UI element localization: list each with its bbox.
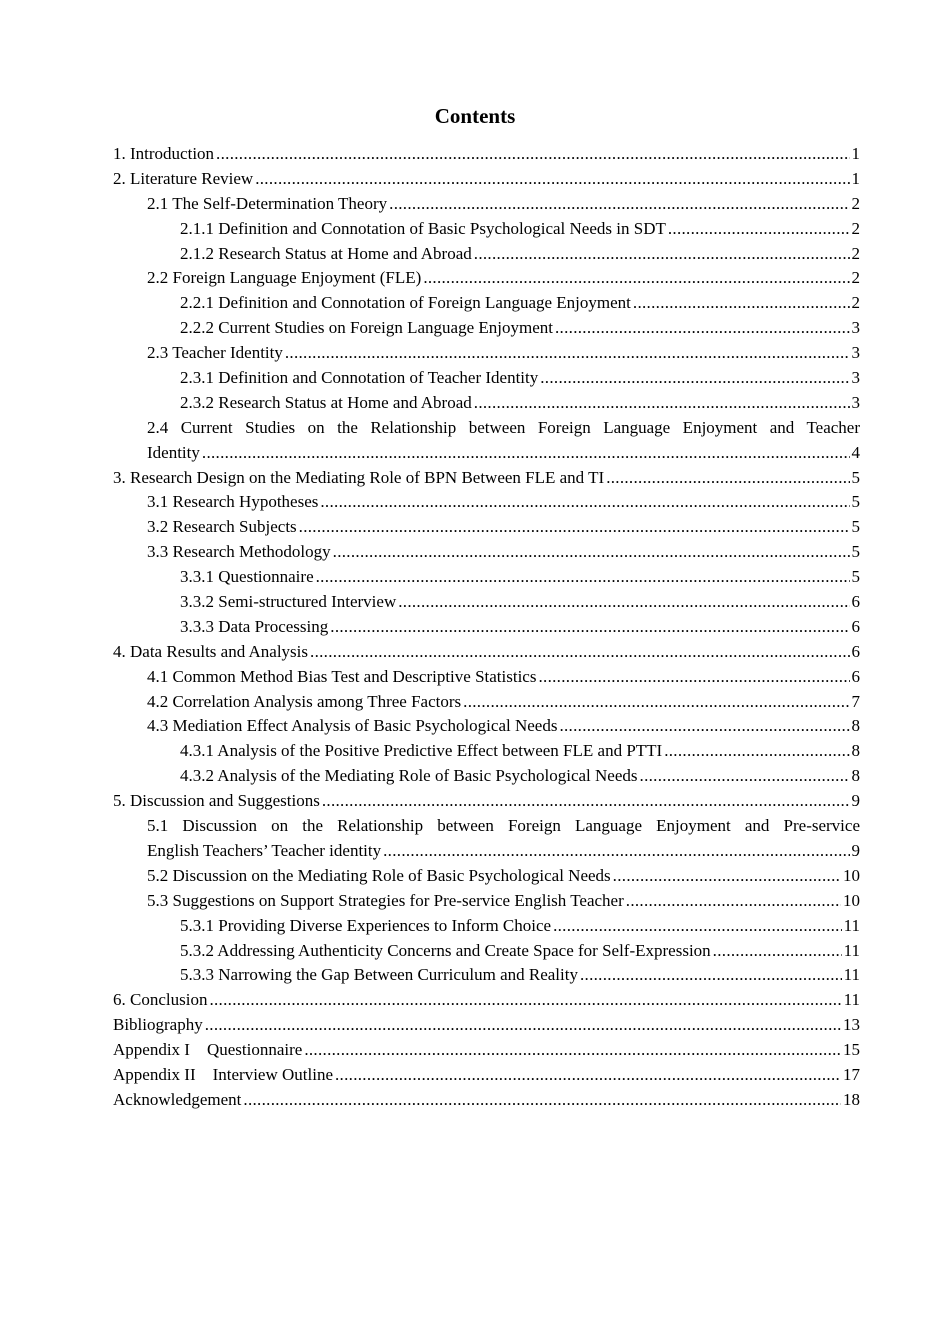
toc-entry-text: English Teachers’ Teacher identity bbox=[147, 840, 382, 860]
toc-entry[interactable] bbox=[113, 366, 860, 391]
toc-page-number: 10 bbox=[843, 890, 860, 910]
toc-entry-text: 2.2.1 Definition and Connotation of Foreign Language Enjoyment bbox=[180, 293, 631, 313]
toc-page-number: 5 bbox=[851, 517, 860, 537]
toc-page-number: 6 bbox=[851, 592, 860, 612]
toc-entry-text: 3.3 Research Methodology bbox=[147, 542, 331, 562]
dot-leader bbox=[540, 366, 849, 391]
dot-leader bbox=[243, 1088, 841, 1113]
dot-leader bbox=[474, 391, 850, 416]
toc-entry-text: Appendix I Questionnaire bbox=[113, 1040, 303, 1060]
toc-page-number: 8 bbox=[851, 741, 860, 761]
dot-leader bbox=[664, 739, 849, 764]
toc-entry-first-line[interactable] bbox=[113, 814, 860, 839]
toc-entry[interactable] bbox=[113, 714, 860, 739]
table-of-contents bbox=[113, 142, 860, 1113]
toc-page-number: 11 bbox=[843, 915, 860, 935]
dot-leader bbox=[316, 565, 850, 590]
toc-page-number: 1 bbox=[851, 168, 860, 188]
toc-page-number: 1 bbox=[851, 144, 860, 163]
toc-entry[interactable] bbox=[113, 565, 860, 590]
toc-entry-text: Bibliography bbox=[113, 1015, 203, 1035]
toc-entry-text: 5.2 Discussion on the Mediating Role of Basic Psychological Needs bbox=[147, 865, 611, 885]
dot-leader bbox=[474, 242, 850, 267]
toc-entry[interactable] bbox=[113, 889, 860, 914]
dot-leader bbox=[580, 963, 842, 988]
toc-entry[interactable] bbox=[113, 963, 860, 988]
toc-page-number: 3 bbox=[851, 318, 860, 338]
toc-entry[interactable] bbox=[113, 864, 860, 889]
toc-entry-text: 3.3.1 Questionnaire bbox=[180, 567, 314, 587]
toc-entry-text: 5.3 Suggestions on Support Strategies for Pre-service English Teacher bbox=[147, 890, 624, 910]
toc-entry-text: 4.3 Mediation Effect Analysis of Basic Psychological Needs bbox=[147, 716, 558, 736]
dot-leader bbox=[330, 615, 849, 640]
toc-entry[interactable] bbox=[113, 142, 860, 167]
dot-leader bbox=[209, 988, 841, 1013]
toc-page-number: 2 bbox=[851, 193, 860, 213]
toc-entry-text: 5.3.3 Narrowing the Gap Between Curriculum and Reality bbox=[180, 965, 578, 985]
dot-leader bbox=[322, 789, 850, 814]
toc-page-number: 5 bbox=[851, 567, 860, 587]
toc-entry-text: 4.3.1 Analysis of the Positive Predictive Effect between FLE and PTTI bbox=[180, 741, 663, 761]
toc-page-number: 2 bbox=[851, 218, 860, 238]
toc-page-number: 11 bbox=[843, 990, 860, 1010]
toc-entry-text: 2. Literature Review bbox=[113, 168, 254, 188]
toc-page-number: 17 bbox=[843, 1064, 860, 1084]
toc-entry[interactable] bbox=[113, 739, 860, 764]
dot-leader bbox=[333, 540, 850, 565]
toc-entry-text: 2.1.2 Research Status at Home and Abroad bbox=[180, 243, 472, 263]
toc-entry-text: Identity bbox=[147, 442, 200, 462]
toc-entry[interactable] bbox=[113, 266, 860, 291]
dot-leader bbox=[713, 939, 842, 964]
dot-leader bbox=[606, 466, 849, 491]
toc-entry[interactable] bbox=[113, 690, 860, 715]
dot-leader bbox=[255, 167, 849, 192]
dot-leader bbox=[216, 142, 849, 167]
dot-leader bbox=[299, 515, 850, 540]
toc-page-number: 6 bbox=[851, 666, 860, 686]
toc-entry-text: 2.4 Current Studies on the Relationship between Foreign Language Enjoyment and Teacher bbox=[147, 417, 860, 437]
toc-entry[interactable] bbox=[113, 466, 860, 491]
dot-leader bbox=[335, 1063, 841, 1088]
toc-page-number: 18 bbox=[843, 1089, 860, 1109]
dot-leader bbox=[640, 764, 850, 789]
toc-page-number: 5 bbox=[851, 467, 860, 487]
toc-entry-text: 1. Introduction bbox=[113, 144, 215, 163]
toc-entry-text: 2.1 The Self-Determination Theory bbox=[147, 193, 388, 213]
toc-entry-text: 2.2 Foreign Language Enjoyment (FLE) bbox=[147, 268, 422, 288]
toc-page-number: 11 bbox=[843, 940, 860, 960]
toc-entry[interactable] bbox=[113, 167, 860, 192]
toc-entry[interactable] bbox=[113, 789, 860, 814]
dot-leader bbox=[538, 665, 849, 690]
dot-leader bbox=[205, 1013, 841, 1038]
toc-page-number: 6 bbox=[851, 641, 860, 661]
toc-page-number: 3 bbox=[851, 392, 860, 412]
toc-entry-text: 2.3 Teacher Identity bbox=[147, 343, 283, 363]
toc-page-number: 4 bbox=[851, 442, 860, 462]
toc-entry-text: 2.1.1 Definition and Connotation of Basic Psychological Needs in SDT bbox=[180, 218, 666, 238]
toc-entry[interactable] bbox=[113, 988, 860, 1013]
toc-entry-text: 3. Research Design on the Mediating Role of BPN Between FLE and TI bbox=[113, 467, 605, 487]
toc-entry[interactable] bbox=[113, 1038, 860, 1063]
toc-entry-text: 5. Discussion and Suggestions bbox=[113, 791, 320, 811]
toc-entry[interactable] bbox=[113, 1013, 860, 1038]
toc-page-number: 15 bbox=[843, 1040, 860, 1060]
toc-entry-text: 4.2 Correlation Analysis among Three Factors bbox=[147, 691, 462, 711]
toc-entry-text: 4. Data Results and Analysis bbox=[113, 641, 309, 661]
toc-entry-text: 5.3.1 Providing Diverse Experiences to Inform Choice bbox=[180, 915, 552, 935]
toc-entry[interactable] bbox=[113, 192, 860, 217]
dot-leader bbox=[310, 640, 849, 665]
toc-entry-text: 3.3.3 Data Processing bbox=[180, 616, 329, 636]
toc-entry[interactable] bbox=[113, 341, 860, 366]
toc-entry[interactable] bbox=[113, 217, 860, 242]
toc-entry-text: 5.1 Discussion on the Relationship between Foreign Language Enjoyment and Pre-service bbox=[147, 816, 860, 836]
toc-page-number: 13 bbox=[843, 1015, 860, 1035]
toc-page-number: 6 bbox=[851, 616, 860, 636]
toc-entry[interactable] bbox=[113, 291, 860, 316]
toc-entry[interactable] bbox=[113, 391, 860, 416]
toc-page-number: 5 bbox=[851, 492, 860, 512]
toc-entry[interactable] bbox=[113, 515, 860, 540]
dot-leader bbox=[320, 490, 849, 515]
toc-page-number: 2 bbox=[851, 243, 860, 263]
toc-entry-text: Appendix II Interview Outline bbox=[113, 1064, 333, 1084]
toc-entry-first-line[interactable] bbox=[113, 416, 860, 441]
toc-page-number: 3 bbox=[851, 343, 860, 363]
dot-leader bbox=[389, 192, 849, 217]
toc-entry[interactable] bbox=[113, 764, 860, 789]
toc-entry[interactable] bbox=[113, 640, 860, 665]
dot-leader bbox=[668, 217, 850, 242]
dot-leader bbox=[553, 914, 842, 939]
dot-leader bbox=[626, 889, 841, 914]
dot-leader bbox=[304, 1038, 841, 1063]
toc-page-number: 2 bbox=[851, 268, 860, 288]
toc-entry[interactable] bbox=[113, 615, 860, 640]
toc-entry[interactable] bbox=[113, 540, 860, 565]
toc-page-number: 10 bbox=[843, 865, 860, 885]
dot-leader bbox=[613, 864, 841, 889]
toc-page-number: 8 bbox=[851, 766, 860, 786]
toc-entry[interactable] bbox=[113, 939, 860, 964]
page-title: Contents bbox=[434, 104, 516, 128]
toc-entry[interactable] bbox=[113, 441, 860, 466]
dot-leader bbox=[555, 316, 850, 341]
toc-entry-text: 4.1 Common Method Bias Test and Descriptive Statistics bbox=[147, 666, 537, 686]
toc-entry[interactable] bbox=[113, 490, 860, 515]
toc-entry[interactable] bbox=[113, 839, 860, 864]
toc-entry[interactable] bbox=[113, 914, 860, 939]
toc-entry[interactable] bbox=[113, 1088, 860, 1113]
dot-leader bbox=[463, 690, 849, 715]
dot-leader bbox=[383, 839, 849, 864]
toc-page-number: 3 bbox=[851, 368, 860, 388]
toc-entry-text: 3.2 Research Subjects bbox=[147, 517, 297, 537]
toc-entry-text: 2.3.1 Definition and Connotation of Teacher Identity bbox=[180, 368, 539, 388]
toc-entry[interactable] bbox=[113, 242, 860, 267]
toc-entry[interactable] bbox=[113, 590, 860, 615]
toc-entry-text: Acknowledgement bbox=[113, 1089, 242, 1109]
dot-leader bbox=[285, 341, 850, 366]
toc-page-number: 5 bbox=[851, 542, 860, 562]
toc-entry-text: 2.3.2 Research Status at Home and Abroad bbox=[180, 392, 472, 412]
dot-leader bbox=[423, 266, 849, 291]
dot-leader bbox=[559, 714, 849, 739]
toc-page-number: 11 bbox=[843, 965, 860, 985]
toc-entry-text: 2.2.2 Current Studies on Foreign Language Enjoyment bbox=[180, 318, 553, 338]
toc-page-number: 2 bbox=[851, 293, 860, 313]
toc-entry[interactable] bbox=[113, 316, 860, 341]
dot-leader bbox=[398, 590, 849, 615]
toc-page-number: 9 bbox=[851, 791, 860, 811]
toc-entry-text: 3.1 Research Hypotheses bbox=[147, 492, 319, 512]
toc-page-number: 9 bbox=[851, 840, 860, 860]
toc-entry-text: 4.3.2 Analysis of the Mediating Role of Basic Psychological Needs bbox=[180, 766, 638, 786]
toc-page-number: 8 bbox=[851, 716, 860, 736]
toc-entry-text: 3.3.2 Semi-structured Interview bbox=[180, 592, 397, 612]
toc-entry[interactable] bbox=[113, 1063, 860, 1088]
dot-leader bbox=[202, 441, 850, 466]
toc-entry[interactable] bbox=[113, 665, 860, 690]
dot-leader bbox=[633, 291, 850, 316]
toc-entry-text: 6. Conclusion bbox=[113, 990, 208, 1010]
toc-page-number: 7 bbox=[851, 691, 860, 711]
toc-entry-text: 5.3.2 Addressing Authenticity Concerns and Create Space for Self-Expression bbox=[180, 940, 711, 960]
